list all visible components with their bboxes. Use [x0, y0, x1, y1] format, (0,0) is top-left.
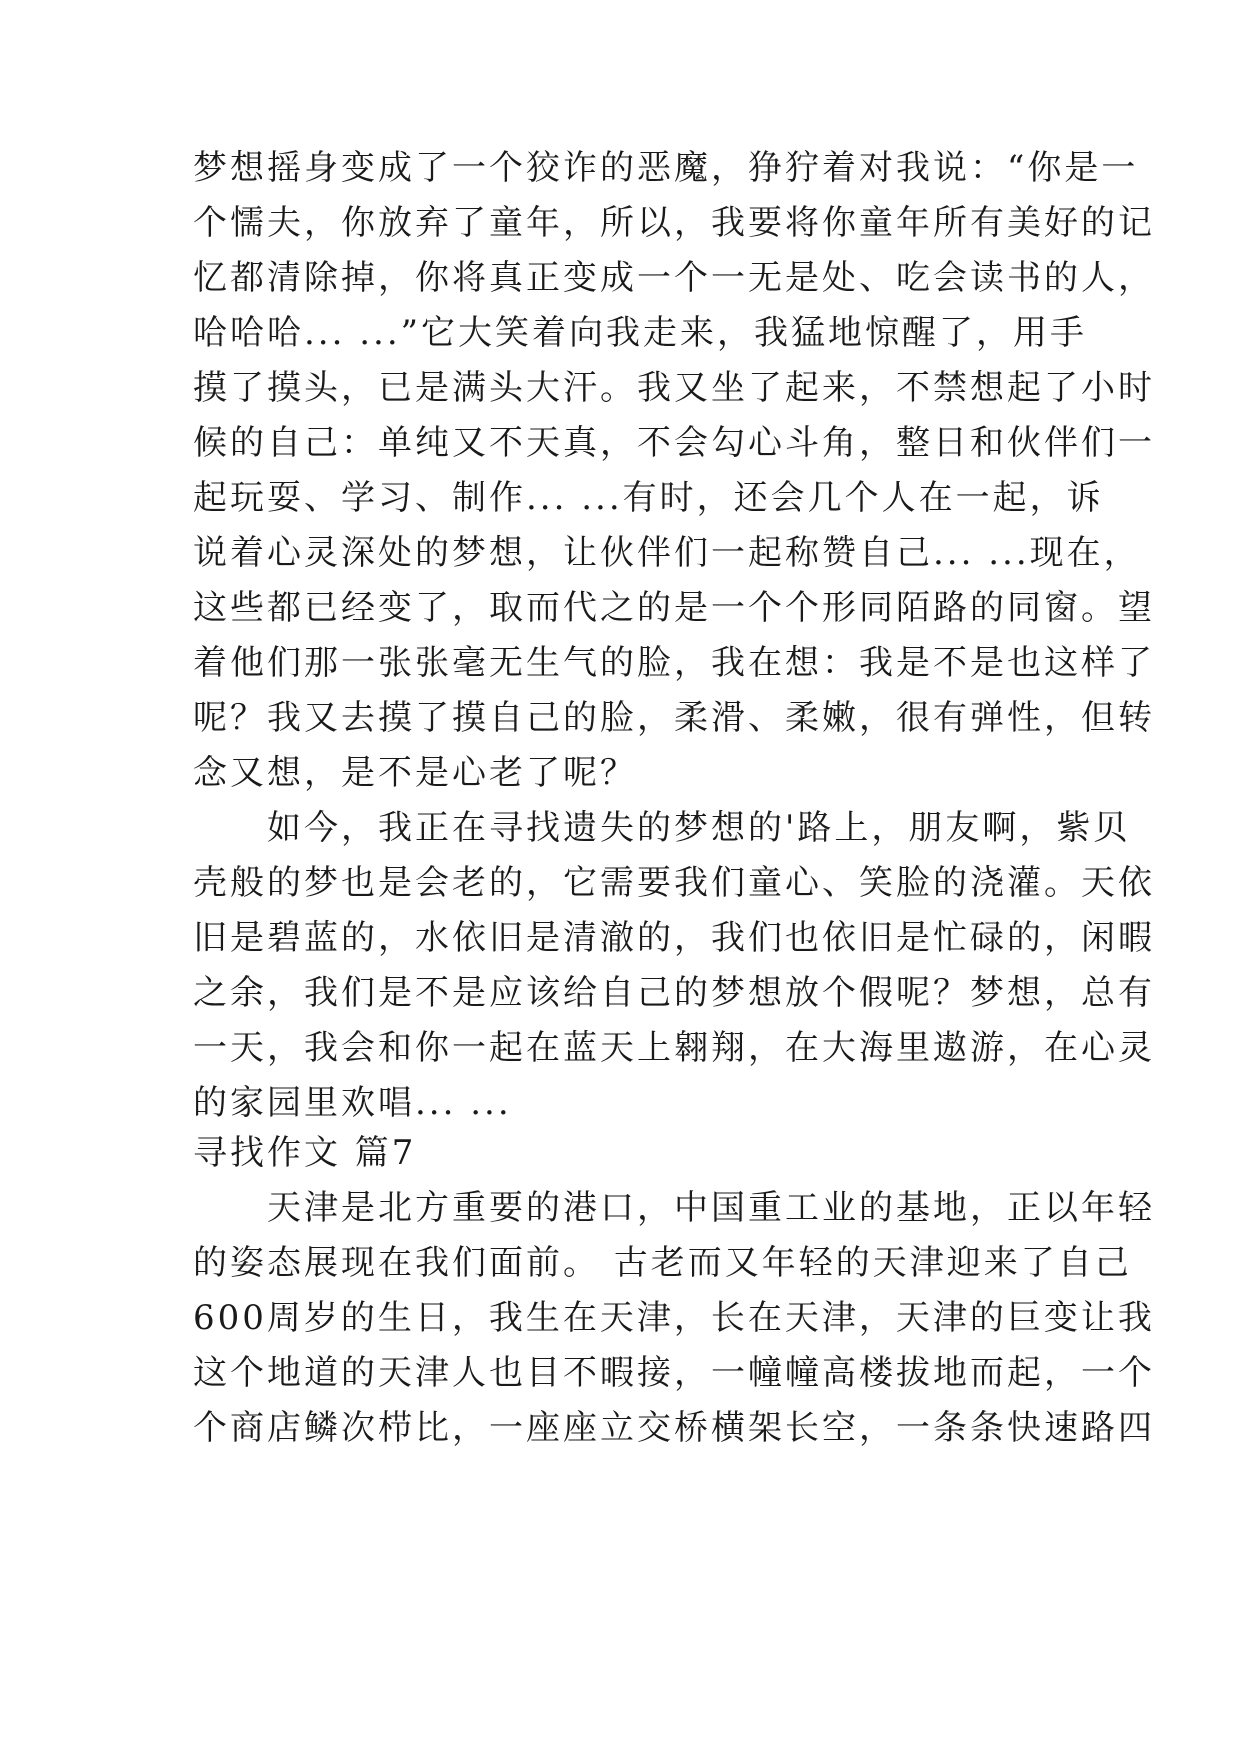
text-line: 说着心灵深处的梦想，让伙伴们一起称赞自己... ...现在，	[193, 533, 1141, 573]
text-line: 这些都已经变了，取而代之的是一个个形同陌路的同窗。望	[193, 588, 1155, 628]
text-line: 600周岁的生日，我生在天津，长在天津，天津的巨变让我	[193, 1298, 1155, 1338]
paragraph-start-line: 如今，我正在寻找遗失的梦想的'路上，朋友啊，紫贝	[193, 808, 1131, 848]
text-line: 哈哈哈... ...”它大笑着向我走来，我猛地惊醒了，用手	[193, 313, 1088, 353]
text-line: 个懦夫，你放弃了童年，所以，我要将你童年所有美好的记	[193, 203, 1155, 243]
text-line: 的家园里欢唱... ...	[193, 1083, 512, 1123]
text-line: 之余，我们是不是应该给自己的梦想放个假呢？梦想，总有	[193, 973, 1155, 1013]
text-line: 一天，我会和你一起在蓝天上翱翔，在大海里遨游，在心灵	[193, 1028, 1155, 1068]
text-line: 个商店鳞次栉比，一座座立交桥横架长空，一条条快速路四	[193, 1408, 1155, 1448]
text-line: 梦想摇身变成了一个狡诈的恶魔，狰狞着对我说：“你是一	[193, 148, 1139, 188]
text-line: 摸了摸头，已是满头大汗。我又坐了起来，不禁想起了小时	[193, 368, 1155, 408]
text-line: 旧是碧蓝的，水依旧是清澈的，我们也依旧是忙碌的，闲暇	[193, 918, 1155, 958]
text-line: 起玩耍、学习、制作... ...有时，还会几个人在一起，诉	[193, 478, 1104, 518]
text-line: 的姿态展现在我们面前。 古老而又年轻的天津迎来了自己	[193, 1243, 1132, 1283]
text-line: 呢？我又去摸了摸自己的脸，柔滑、柔嫩，很有弹性，但转	[193, 698, 1155, 738]
text-line: 候的自己：单纯又不天真，不会勾心斗角，整日和伙伴们一	[193, 423, 1155, 463]
paragraph-start-line: 天津是北方重要的港口，中国重工业的基地，正以年轻	[193, 1188, 1155, 1228]
text-line: 壳般的梦也是会老的，它需要我们童心、笑脸的浇灌。天依	[193, 863, 1155, 903]
text-line: 忆都清除掉，你将真正变成一个一无是处、吃会读书的人，	[193, 258, 1155, 298]
text-line: 这个地道的天津人也目不暇接，一幢幢高楼拔地而起，一个	[193, 1353, 1155, 1393]
text-line: 念又想，是不是心老了呢？	[193, 753, 637, 793]
section-heading: 寻找作文 篇7	[193, 1133, 417, 1173]
text-line: 着他们那一张张毫无生气的脸，我在想：我是不是也这样了	[193, 643, 1155, 683]
